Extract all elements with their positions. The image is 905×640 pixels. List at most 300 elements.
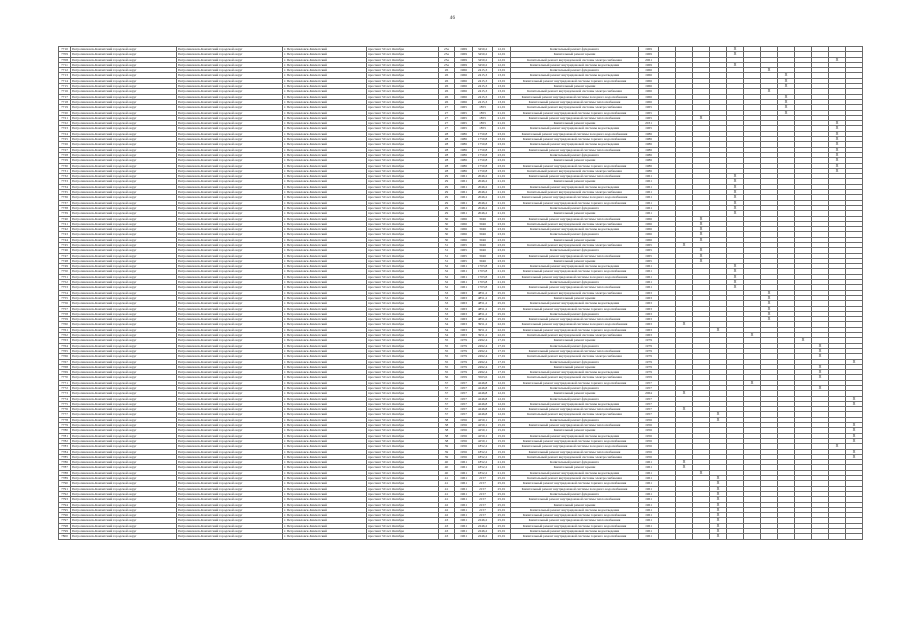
period-mark-cell: X — [727, 47, 744, 52]
house-cell: 26 — [439, 78, 455, 83]
district-cell: Петропавловск-Камчатский городской округ — [71, 507, 177, 512]
plan-year-cell: 1965 — [639, 126, 659, 131]
index-cell: 25,01 — [493, 481, 511, 486]
row-number: 7718 — [59, 99, 71, 104]
street-cell: проспект 50 лет Октября — [367, 423, 439, 428]
work-type-cell: Капитальный ремонт внутридомовой системы теплоснабжения — [511, 423, 639, 428]
row-number: 7721 — [59, 115, 71, 120]
index-cell: 12,01 — [493, 47, 511, 52]
period-mark-cell: X — [710, 513, 727, 518]
plan-year-cell: 1961 — [639, 518, 659, 523]
area-cell: 4246,8 — [473, 380, 493, 385]
page-number: 46 — [449, 16, 456, 21]
settlement-cell: Петропавловск-Камчатский городской округ — [177, 370, 283, 375]
row-number: 7767 — [59, 359, 71, 364]
period-mark-cell: X — [761, 68, 778, 73]
row-number: 7738 — [59, 205, 71, 210]
district-cell: Петропавловск-Камчатский городской округ — [71, 237, 177, 242]
settlement-cell: Петропавловск-Камчатский городской округ — [177, 502, 283, 507]
area-cell: 3450,2 — [473, 57, 493, 62]
row-number: 7760 — [59, 322, 71, 327]
period-mark-cell: X — [829, 152, 846, 157]
plan-year-cell: 1961 — [639, 534, 659, 539]
index-cell: 21,01 — [493, 126, 511, 131]
period-mark-cell: X — [846, 359, 863, 364]
plan-year-cell: 1961 — [639, 274, 659, 279]
index-cell: 21,01 — [493, 121, 511, 126]
period-mark-cell: X — [727, 274, 744, 279]
year-cell: 1957 — [455, 391, 473, 396]
area-cell: 2415,3 — [473, 89, 493, 94]
area-cell: 2492,4 — [473, 359, 493, 364]
work-type-cell: Капитальный ремонт внутридомовой системы теплоснабжения — [511, 174, 639, 179]
index-cell: 21,01 — [493, 269, 511, 274]
period-mark-cell: X — [812, 364, 829, 369]
house-cell: 28 — [439, 158, 455, 163]
settlement-cell: Петропавловск-Камчатский городской округ — [177, 460, 283, 465]
work-type-cell: Капитальный ремонт внутридомовой системы теплоснабжения — [511, 449, 639, 454]
house-cell: 43 — [439, 518, 455, 523]
row-number: 7777 — [59, 412, 71, 417]
area-cell: 1703,8 — [473, 274, 493, 279]
house-cell: 33 — [439, 311, 455, 316]
plan-year-cell: 1979 — [639, 364, 659, 369]
city-cell: г. Петропавловск-Камчатский — [283, 115, 367, 120]
street-cell: проспект 50 лет Октября — [367, 237, 439, 242]
row-number: 7744 — [59, 237, 71, 242]
period-mark-cell: X — [761, 317, 778, 322]
row-number: 7784 — [59, 449, 71, 454]
plan-year-cell: 2031 — [639, 121, 659, 126]
work-type-cell: Капитальный ремонт внутридомовой системы горячего водоснабжения — [511, 534, 639, 539]
period-mark-cell: X — [795, 338, 812, 343]
work-type-cell: Капитальный ремонт внутридомовой системы водоотведения — [511, 370, 639, 375]
plan-year-cell: 1957 — [639, 386, 659, 391]
work-type-cell: Капитальный ремонт внутридомовой системы водоотведения — [511, 433, 639, 438]
period-mark-cell: X — [727, 205, 744, 210]
settlement-cell: Петропавловск-Камчатский городской округ — [177, 232, 283, 237]
street-cell: проспект 50 лет Октября — [367, 211, 439, 216]
plan-year-cell: 1956 — [639, 444, 659, 449]
work-type-cell: Капитальный ремонт внутридомовой системы горячего водоснабжения — [511, 110, 639, 115]
period-mark-cell: X — [829, 137, 846, 142]
district-cell: Петропавловск-Камчатский городской округ — [71, 152, 177, 157]
district-cell: Петропавловск-Камчатский городской округ — [71, 438, 177, 443]
city-cell: г. Петропавловск-Камчатский — [283, 89, 367, 94]
work-type-cell: Капитальный ремонт внутридомовой системы водоотведения — [511, 142, 639, 147]
district-cell: Петропавловск-Камчатский городской округ — [71, 248, 177, 253]
area-cell: 2246,2 — [473, 529, 493, 534]
work-type-cell: Капитальный ремонт внутридомовой системы теплоснабжения — [511, 99, 639, 104]
index-cell: 21,01 — [493, 211, 511, 216]
district-cell: Петропавловск-Камчатский городской округ — [71, 99, 177, 104]
work-type-cell: Капитальный ремонт внутридомовой системы горячего водоснабжения — [511, 380, 639, 385]
row-number: 7782 — [59, 438, 71, 443]
index-cell: 21,01 — [493, 285, 511, 290]
work-type-cell: Капитальный ремонт внутридомовой системы горячего водоснабжения — [511, 163, 639, 168]
plan-year-cell: 1963 — [639, 301, 659, 306]
plan-year-cell: 1966 — [639, 78, 659, 83]
year-cell: 1961 — [455, 476, 473, 481]
city-cell: г. Петропавловск-Камчатский — [283, 190, 367, 195]
row-number: 7716 — [59, 89, 71, 94]
settlement-cell: Петропавловск-Камчатский городской округ — [177, 354, 283, 359]
district-cell: Петропавловск-Камчатский городской округ — [71, 391, 177, 396]
row-number: 7779 — [59, 423, 71, 428]
settlement-cell: Петропавловск-Камчатский городской округ — [177, 486, 283, 491]
street-cell: проспект 50 лет Октября — [367, 481, 439, 486]
settlement-cell: Петропавловск-Камчатский городской округ — [177, 396, 283, 401]
period-mark-cell: X — [710, 486, 727, 491]
year-cell: 1961 — [455, 285, 473, 290]
row-number: 7796 — [59, 513, 71, 518]
year-cell: 1979 — [455, 338, 473, 343]
house-cell: 37 — [439, 412, 455, 417]
city-cell: г. Петропавловск-Камчатский — [283, 433, 367, 438]
plan-year-cell: 1965 — [639, 115, 659, 120]
year-cell: 1957 — [455, 386, 473, 391]
plan-year-cell: 1979 — [639, 338, 659, 343]
street-cell: проспект 50 лет Октября — [367, 433, 439, 438]
city-cell: г. Петропавловск-Камчатский — [283, 306, 367, 311]
district-cell: Петропавловск-Камчатский городской округ — [71, 428, 177, 433]
year-cell: 1956 — [455, 417, 473, 422]
row-number: 7742 — [59, 227, 71, 232]
street-cell: проспект 50 лет Октября — [367, 465, 439, 470]
period-mark-cell: X — [676, 407, 693, 412]
plan-year-cell: 1965 — [639, 105, 659, 110]
street-cell: проспект 50 лет Октября — [367, 280, 439, 285]
city-cell: г. Петропавловск-Камчатский — [283, 258, 367, 263]
street-cell: проспект 50 лет Октября — [367, 158, 439, 163]
period-mark-cell: X — [829, 126, 846, 131]
period-mark-cell: X — [693, 221, 710, 226]
index-cell: 25,01 — [493, 317, 511, 322]
street-cell: проспект 50 лет Октября — [367, 248, 439, 253]
index-cell: 23,01 — [493, 253, 511, 258]
settlement-cell: Петропавловск-Камчатский городской округ — [177, 274, 283, 279]
row-number: 7739 — [59, 211, 71, 216]
period-mark-cell: X — [761, 89, 778, 94]
year-cell: 1979 — [455, 359, 473, 364]
work-type-cell: Капитальный ремонт внутридомовой системы электроснабжения — [511, 89, 639, 94]
settlement-cell: Петропавловск-Камчатский городской округ — [177, 57, 283, 62]
house-cell: 41 — [439, 497, 455, 502]
city-cell: г. Петропавловск-Камчатский — [283, 359, 367, 364]
row-number: 7800 — [59, 534, 71, 539]
index-cell: 25,01 — [493, 502, 511, 507]
plan-year-cell: 1965 — [639, 253, 659, 258]
house-cell: 31 — [439, 242, 455, 247]
index-cell: 23,01 — [493, 142, 511, 147]
row-number: 7726 — [59, 142, 71, 147]
year-cell: 1969 — [455, 47, 473, 52]
row-number: 7766 — [59, 354, 71, 359]
index-cell: 17,01 — [493, 338, 511, 343]
index-cell: 21,01 — [493, 200, 511, 205]
area-cell: 2492,4 — [473, 370, 493, 375]
work-type-cell: Капитальный ремонт внутридомовой системы водоотведения — [511, 507, 639, 512]
city-cell: г. Петропавловск-Камчатский — [283, 481, 367, 486]
settlement-cell: Петропавловск-Камчатский городской округ — [177, 168, 283, 173]
district-cell: Петропавловск-Камчатский городской округ — [71, 147, 177, 152]
year-cell: 1966 — [455, 227, 473, 232]
row-number: 7720 — [59, 110, 71, 115]
city-cell: г. Петропавловск-Камчатский — [283, 386, 367, 391]
house-cell: 26 — [439, 89, 455, 94]
settlement-cell: Петропавловск-Камчатский городской округ — [177, 264, 283, 269]
plan-year-cell: 1963 — [639, 327, 659, 332]
city-cell: г. Петропавловск-Камчатский — [283, 423, 367, 428]
house-cell: 26 — [439, 94, 455, 99]
index-cell: 17,01 — [493, 348, 511, 353]
house-cell: 28 — [439, 131, 455, 136]
index-cell: 23,01 — [493, 258, 511, 263]
plan-year-cell: 1979 — [639, 348, 659, 353]
settlement-cell: Петропавловск-Камчатский городской округ — [177, 105, 283, 110]
area-cell: 3951,2 — [473, 322, 493, 327]
year-cell: 1986 — [455, 147, 473, 152]
area-cell: 1703,8 — [473, 280, 493, 285]
area-cell: 2157 — [473, 497, 493, 502]
period-mark-cell: X — [710, 476, 727, 481]
house-cell: 25а — [439, 62, 455, 67]
district-cell: Петропавловск-Камчатский городской округ — [71, 285, 177, 290]
index-cell: 25,01 — [493, 486, 511, 491]
year-cell: 1961 — [455, 491, 473, 496]
index-cell: 23,01 — [493, 221, 511, 226]
district-cell: Петропавловск-Камчатский городской округ — [71, 179, 177, 184]
period-mark-cell: X — [693, 232, 710, 237]
district-cell: Петропавловск-Камчатский городской округ — [71, 380, 177, 385]
plan-year-cell: 2064 — [639, 391, 659, 396]
index-cell: 23,01 — [493, 163, 511, 168]
house-cell: 33 — [439, 306, 455, 311]
year-cell: 1961 — [455, 184, 473, 189]
plan-year-cell: 1966 — [639, 216, 659, 221]
area-cell: 1855 — [473, 110, 493, 115]
row-number: 7750 — [59, 269, 71, 274]
period-mark-cell: X — [778, 110, 795, 115]
street-cell: проспект 50 лет Октября — [367, 232, 439, 237]
plan-year-cell: 1961 — [639, 285, 659, 290]
year-cell: 1961 — [455, 190, 473, 195]
city-cell: г. Петропавловск-Камчатский — [283, 470, 367, 475]
index-cell: 25,01 — [493, 497, 511, 502]
house-cell: 26 — [439, 73, 455, 78]
house-cell: 31 — [439, 253, 455, 258]
plan-year-cell: 1961 — [639, 513, 659, 518]
street-cell: проспект 50 лет Октября — [367, 460, 439, 465]
row-number: 7773 — [59, 391, 71, 396]
period-mark-cell: X — [710, 502, 727, 507]
district-cell: Петропавловск-Камчатский городской округ — [71, 401, 177, 406]
index-cell: 21,01 — [493, 465, 511, 470]
period-mark-cell: X — [710, 327, 727, 332]
period-mark-cell — [812, 534, 829, 539]
year-cell: 1963 — [455, 333, 473, 338]
city-cell: г. Петропавловск-Камчатский — [283, 200, 367, 205]
year-cell: 1961 — [455, 534, 473, 539]
house-cell: 43 — [439, 529, 455, 534]
area-cell: 2492,4 — [473, 364, 493, 369]
settlement-cell: Петропавловск-Камчатский городской округ — [177, 110, 283, 115]
house-cell: 28 — [439, 142, 455, 147]
plan-year-cell: 1956 — [639, 428, 659, 433]
city-cell: г. Петропавловск-Камчатский — [283, 52, 367, 57]
house-cell: 41 — [439, 491, 455, 496]
index-cell: 13,01 — [493, 84, 511, 89]
index-cell: 25,01 — [493, 518, 511, 523]
index-cell: 25,01 — [493, 523, 511, 528]
row-number: 7725 — [59, 137, 71, 142]
row-number: 7783 — [59, 444, 71, 449]
city-cell: г. Петропавловск-Камчатский — [283, 507, 367, 512]
city-cell: г. Петропавловск-Камчатский — [283, 285, 367, 290]
plan-year-cell: 1961 — [639, 179, 659, 184]
settlement-cell: Петропавловск-Камчатский городской округ — [177, 285, 283, 290]
area-cell: 2246,2 — [473, 518, 493, 523]
plan-year-cell: 1965 — [639, 242, 659, 247]
street-cell: проспект 50 лет Октября — [367, 306, 439, 311]
work-type-cell: Капитальный ремонт внутридомовой системы электроснабжения — [511, 412, 639, 417]
work-type-cell: Капитальный ремонт внутридомовой системы водоотведения — [511, 301, 639, 306]
area-cell: 3046 — [473, 237, 493, 242]
house-cell: 37 — [439, 401, 455, 406]
settlement-cell: Петропавловск-Камчатский городской округ — [177, 47, 283, 52]
street-cell: проспект 50 лет Октября — [367, 274, 439, 279]
year-cell: 1956 — [455, 428, 473, 433]
district-cell: Петропавловск-Камчатский городской округ — [71, 481, 177, 486]
period-mark-cell — [829, 534, 846, 539]
plan-year-cell: 1961 — [639, 497, 659, 502]
work-type-cell: Капитальный ремонт внутридомовой системы электроснабжения — [511, 190, 639, 195]
plan-year-cell: 1965 — [639, 248, 659, 253]
street-cell: проспект 50 лет Октября — [367, 84, 439, 89]
settlement-cell: Петропавловск-Камчатский городской округ — [177, 131, 283, 136]
house-cell: 35 — [439, 338, 455, 343]
area-cell: 2157 — [473, 507, 493, 512]
year-cell: 1966 — [455, 237, 473, 242]
plan-year-cell: 1966 — [639, 99, 659, 104]
period-mark-cell: X — [829, 163, 846, 168]
plan-year-cell: 1963 — [639, 333, 659, 338]
year-cell: 1986 — [455, 152, 473, 157]
period-mark-cell: X — [676, 460, 693, 465]
index-cell: 12,01 — [493, 412, 511, 417]
index-cell: 23,01 — [493, 131, 511, 136]
house-cell: 43 — [439, 534, 455, 539]
district-cell: Петропавловск-Камчатский городской округ — [71, 396, 177, 401]
district-cell: Петропавловск-Камчатский городской округ — [71, 105, 177, 110]
district-cell: Петропавловск-Камчатский городской округ — [71, 497, 177, 502]
street-cell: проспект 50 лет Октября — [367, 407, 439, 412]
house-cell: 29 — [439, 190, 455, 195]
row-number: 7730 — [59, 163, 71, 168]
plan-year-cell: 1959 — [639, 375, 659, 380]
index-cell: 23,01 — [493, 227, 511, 232]
district-cell: Петропавловск-Камчатский городской округ — [71, 417, 177, 422]
settlement-cell: Петропавловск-Камчатский городской округ — [177, 62, 283, 67]
work-type-cell: Капитальный ремонт внутридомовой системы холодного водоснабжения — [511, 444, 639, 449]
period-mark-cell: X — [710, 518, 727, 523]
settlement-cell: Петропавловск-Камчатский городской округ — [177, 301, 283, 306]
plan-year-cell: 1961 — [639, 476, 659, 481]
plan-year-cell: 1956 — [639, 438, 659, 443]
work-type-cell: Капитальный ремонт крыши — [511, 121, 639, 126]
house-cell: 25а — [439, 47, 455, 52]
plan-year-cell: 1969 — [639, 47, 659, 52]
year-cell: 1966 — [455, 89, 473, 94]
settlement-cell: Петропавловск-Камчатский городской округ — [177, 306, 283, 311]
settlement-cell: Петропавловск-Камчатский городской округ — [177, 94, 283, 99]
work-type-cell: Капитальный ремонт внутридомовой системы теплоснабжения — [511, 497, 639, 502]
house-cell: 39 — [439, 454, 455, 459]
plan-year-cell: 1961 — [639, 211, 659, 216]
city-cell: г. Петропавловск-Камчатский — [283, 184, 367, 189]
period-mark-cell: X — [846, 401, 863, 406]
district-cell: Петропавловск-Камчатский городской округ — [71, 476, 177, 481]
period-mark-cell: X — [727, 264, 744, 269]
district-cell: Петропавловск-Камчатский городской округ — [71, 253, 177, 258]
area-cell: 4851,2 — [473, 311, 493, 316]
work-type-cell: Капитальный ремонт фундамента — [511, 232, 639, 237]
year-cell: 1965 — [455, 105, 473, 110]
house-cell: 32 — [439, 264, 455, 269]
period-mark-cell: X — [829, 57, 846, 62]
street-cell: проспект 50 лет Октября — [367, 507, 439, 512]
year-cell: 1965 — [455, 126, 473, 131]
index-cell: 13,01 — [493, 94, 511, 99]
year-cell: 1959 — [455, 375, 473, 380]
city-cell: г. Петропавловск-Камчатский — [283, 401, 367, 406]
period-mark-cell: X — [778, 99, 795, 104]
period-mark-cell: X — [829, 444, 846, 449]
table-body — [59, 47, 863, 540]
period-mark-cell — [693, 534, 710, 539]
city-cell: г. Петропавловск-Камчатский — [283, 311, 367, 316]
street-cell: проспект 50 лет Октября — [367, 190, 439, 195]
period-mark-cell: X — [710, 497, 727, 502]
year-cell: 1963 — [455, 311, 473, 316]
city-cell: г. Петропавловск-Камчатский — [283, 47, 367, 52]
plan-year-cell: 1957 — [639, 396, 659, 401]
work-type-cell: Капитальный ремонт внутридомовой системы водоотведения — [511, 264, 639, 269]
settlement-cell: Петропавловск-Камчатский городской округ — [177, 359, 283, 364]
row-number: 7799 — [59, 529, 71, 534]
row-number: 7741 — [59, 221, 71, 226]
area-cell: 2046,2 — [473, 205, 493, 210]
plan-year-cell: 1966 — [639, 89, 659, 94]
year-cell: 1961 — [455, 529, 473, 534]
plan-year-cell: 1961 — [639, 529, 659, 534]
plan-year-cell: 1986 — [639, 147, 659, 152]
city-cell: г. Петропавловск-Камчатский — [283, 269, 367, 274]
period-mark-cell: X — [829, 121, 846, 126]
house-cell: 30 — [439, 232, 455, 237]
area-cell: 1852,2 — [473, 465, 493, 470]
street-cell: проспект 50 лет Октября — [367, 121, 439, 126]
work-type-cell: Капитальный ремонт внутридомовой системы электроснабжения — [511, 290, 639, 295]
work-type-cell: Капитальный ремонт фундамента — [511, 152, 639, 157]
settlement-cell: Петропавловск-Камчатский городской округ — [177, 258, 283, 263]
house-cell: 33 — [439, 295, 455, 300]
street-cell: проспект 50 лет Октября — [367, 137, 439, 142]
work-type-cell: Капитальный ремонт крыши — [511, 364, 639, 369]
year-cell: 1961 — [455, 280, 473, 285]
street-cell: проспект 50 лет Октября — [367, 417, 439, 422]
house-cell: 34 — [439, 327, 455, 332]
